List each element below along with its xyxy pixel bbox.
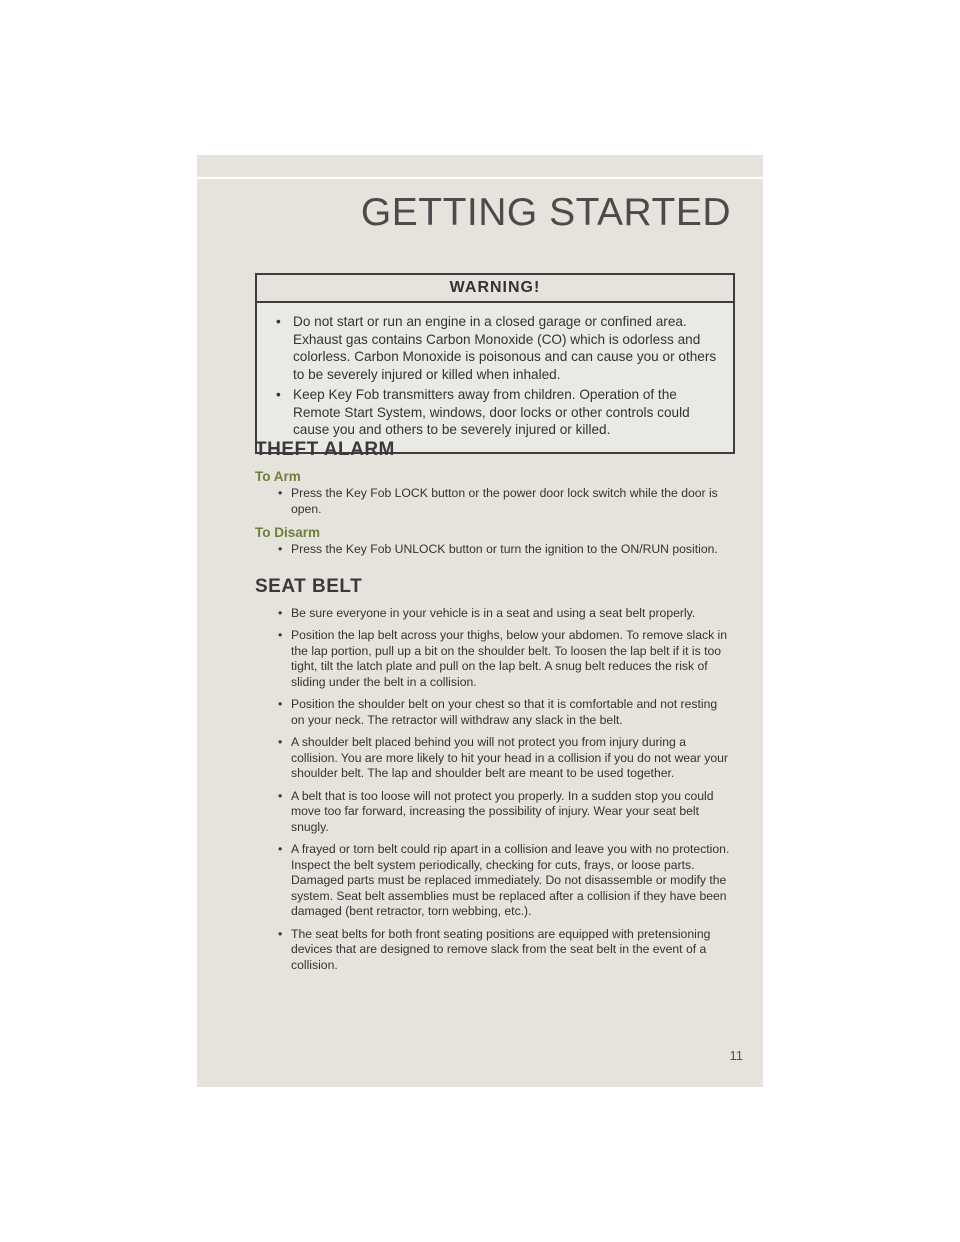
- list-item: • A frayed or torn belt could rip apart in a collision and leave you with no protection. Inspect the belt system periodically, checking for cuts, frays, or loose parts. Damaged parts must be replaced immediately. Do not disassemble or modify the system. Seat belt assemblies must be replaced after a collision if they have been damaged (bent retractor, torn webbing, etc.).: [277, 842, 733, 920]
- warning-box: [255, 273, 735, 454]
- page-number: 11: [729, 1048, 743, 1063]
- list-item: • Press the Key Fob LOCK button or the power door lock switch while the door is open.: [277, 486, 733, 517]
- warning-title: WARNING!: [257, 275, 733, 303]
- header-rule: [197, 177, 763, 179]
- list-item: • Press the Key Fob UNLOCK button or turn the ignition to the ON/RUN position.: [277, 542, 733, 558]
- warning-list: [257, 303, 733, 452]
- to-arm-list: [255, 486, 733, 517]
- seat-belt-list: [255, 606, 733, 974]
- list-item: • A belt that is too loose will not protect you properly. In a sudden stop you could move too far forward, increasing the possibility of injury. Wear your seat belt snugly.: [277, 789, 733, 836]
- list-item: • Position the shoulder belt on your chest so that it is comfortable and not resting on your neck. The retractor will withdraw any slack in the belt.: [277, 697, 733, 728]
- warning-item: • Keep Key Fob transmitters away from children. Operation of the Remote Start System, windows, door locks or other controls could cause you and others to be severely injured or killed.: [273, 386, 719, 439]
- seat-belt-heading: SEAT BELT: [255, 575, 363, 597]
- to-disarm-list: [255, 542, 733, 558]
- theft-alarm-heading: THEFT ALARM: [255, 439, 395, 460]
- list-item: • The seat belts for both front seating positions are equipped with pretensioning devices that are designed to remove slack from the seat belt in the event of a collision.: [277, 927, 733, 974]
- manual-page: [197, 155, 763, 1087]
- section-title: GETTING STARTED: [360, 191, 731, 234]
- main-content: [255, 439, 733, 980]
- list-item: • A shoulder belt placed behind you will not protect you from injury during a collision. You are more likely to hit your head in a collision if you do not wear your shoulder belt. The lap and shoulder belt are meant to be used together.: [277, 735, 733, 782]
- list-item: • Be sure everyone in your vehicle is in a seat and using a seat belt properly.: [277, 606, 733, 622]
- to-disarm-heading: To Disarm: [255, 525, 321, 540]
- list-item: • Position the lap belt across your thighs, below your abdomen. To remove slack in the lap portion, pull up a bit on the shoulder belt. To loosen the lap belt if it is too tight, tilt the latch plate and pull on the lap belt. A snug belt reduces the risk of sliding under the belt in a collision.: [277, 628, 733, 690]
- to-arm-heading: To Arm: [255, 469, 301, 484]
- warning-item: • Do not start or run an engine in a closed garage or confined area. Exhaust gas contains Carbon Monoxide (CO) which is odorless and colorless. Carbon Monoxide is poisonous and can cause you or others to be severely injured or killed when inhaled.: [273, 313, 719, 383]
